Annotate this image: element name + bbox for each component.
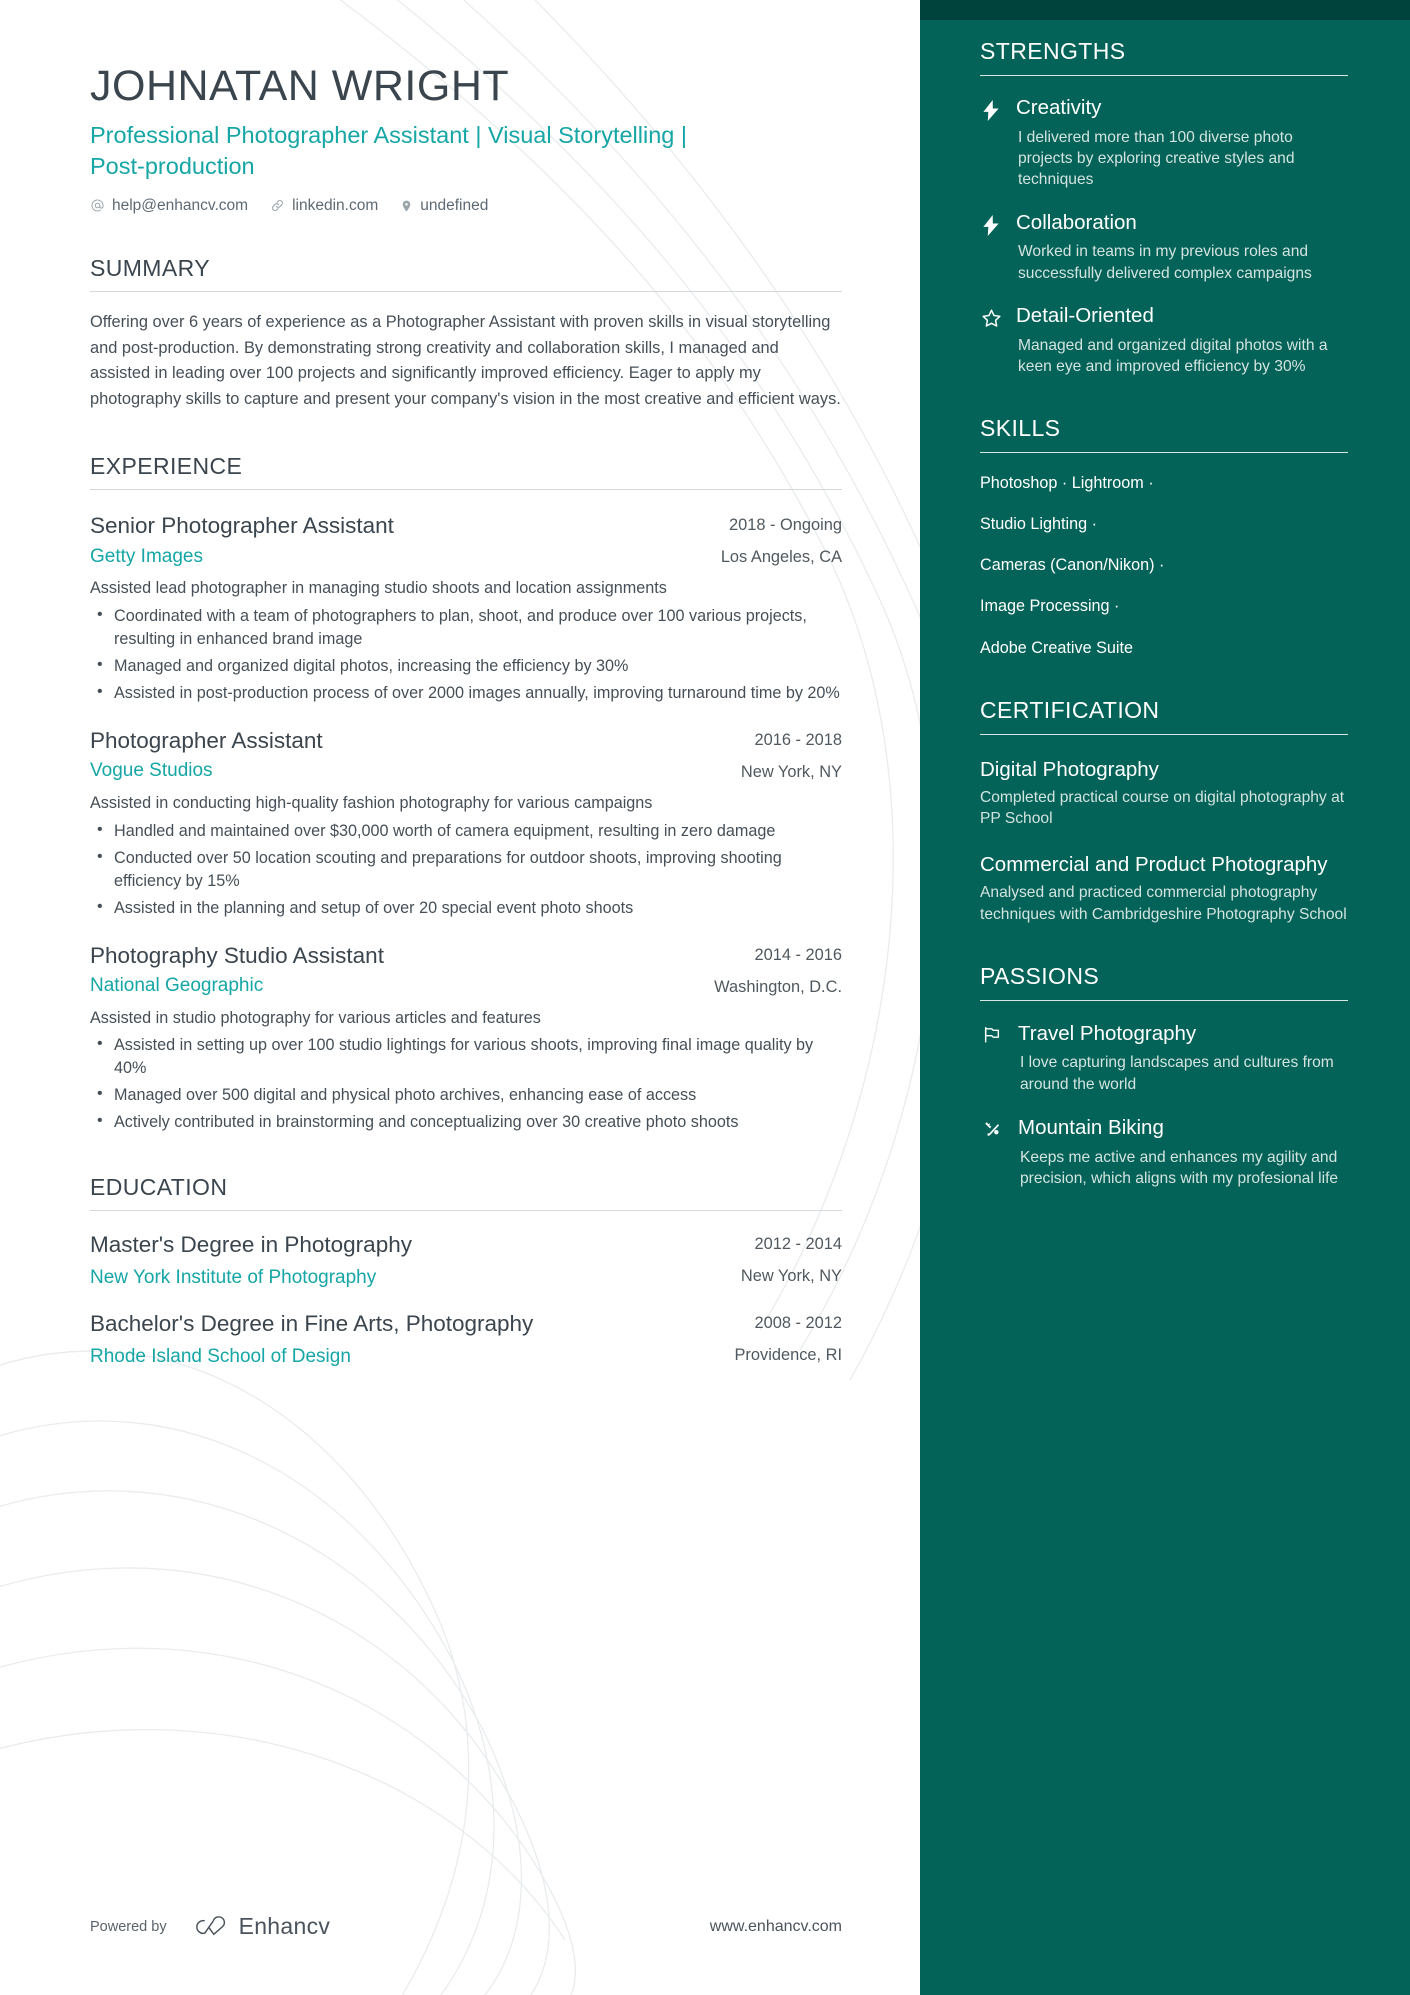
passions-heading: PASSIONS xyxy=(980,962,1100,989)
skill-line: Photoshop · Lightroom · xyxy=(980,474,1154,493)
experience-entry xyxy=(90,727,842,920)
education-divider xyxy=(90,1210,842,1211)
passion-name: Travel Photography xyxy=(1018,1021,1197,1045)
flag-icon xyxy=(980,1022,1004,1045)
education-degree: Master's Degree in Photography xyxy=(90,1232,412,1258)
sidebar-topbar xyxy=(920,0,1410,20)
education-dates: 2012 - 2014 xyxy=(754,1235,842,1254)
powered-by-label: Powered by xyxy=(90,1918,167,1935)
experience-bullets xyxy=(90,820,842,920)
contact-location xyxy=(400,197,488,215)
enhancv-mark-icon xyxy=(187,1915,227,1939)
skill-line: Image Processing · xyxy=(980,597,1120,616)
skills-heading: SKILLS xyxy=(980,415,1061,442)
experience-location: New York, NY xyxy=(740,762,842,781)
skill-line: Studio Lighting · xyxy=(980,515,1097,534)
education-degree: Bachelor's Degree in Fine Arts, Photography xyxy=(90,1311,534,1337)
list-item: • Managed and organized digital photos, increasing the efficiency by 30% xyxy=(90,655,842,678)
experience-role: Photography Studio Assistant xyxy=(90,942,384,968)
education-heading: EDUCATION xyxy=(90,1174,228,1201)
education-school[interactable]: New York Institute of Photography xyxy=(90,1267,377,1289)
experience-heading: EXPERIENCE xyxy=(90,453,243,480)
skills-divider xyxy=(980,452,1348,453)
enhancv-logo xyxy=(187,1913,331,1940)
experience-dates: 2018 - Ongoing xyxy=(729,516,842,535)
education-location: Providence, RI xyxy=(734,1346,842,1365)
certification-heading: CERTIFICATION xyxy=(980,696,1160,723)
link-icon xyxy=(270,198,285,213)
strength-item xyxy=(980,304,1348,377)
enhancv-wordmark: Enhancv xyxy=(238,1913,331,1939)
contact-location-text: undefined xyxy=(420,196,489,214)
contact-list xyxy=(90,197,842,215)
powered-by-block xyxy=(90,1913,330,1940)
experience-company[interactable]: Getty Images xyxy=(90,545,203,567)
experience-entry xyxy=(90,942,842,1135)
passion-item xyxy=(980,1022,1348,1095)
sidebar xyxy=(920,0,1410,1995)
passion-name: Mountain Biking xyxy=(1018,1116,1164,1140)
list-item: • Assisted in setting up over 100 studio lightings for various shoots, improving final image quality by 40% xyxy=(90,1034,842,1080)
strength-description: Managed and organized digital photos with a keen eye and improved efficiency by 30% xyxy=(1018,336,1328,375)
section-passions xyxy=(980,963,1348,1190)
section-education xyxy=(90,1174,842,1369)
strengths-heading: STRENGTHS xyxy=(980,38,1126,64)
list-item: • Coordinated with a team of photographers to plan, shoot, and produce over 100 various projects, resulting in enhanced brand image xyxy=(90,605,842,651)
certification-item xyxy=(980,852,1348,925)
strengths-divider xyxy=(980,75,1348,76)
section-certification xyxy=(980,697,1348,925)
strength-name: Creativity xyxy=(1016,96,1102,119)
experience-location: Los Angeles, CA xyxy=(720,548,842,567)
contact-linkedin-text: linkedin.com xyxy=(292,196,379,214)
contact-linkedin[interactable] xyxy=(270,197,378,215)
certification-name: Digital Photography xyxy=(980,757,1159,781)
headline: Professional Photographer Assistant | Visual Storytelling | Post-production xyxy=(90,122,687,179)
location-pin-icon xyxy=(400,198,413,214)
education-location: New York, NY xyxy=(740,1267,842,1286)
page-footer xyxy=(90,1913,842,1940)
skill-line: Adobe Creative Suite xyxy=(980,638,1133,657)
at-icon xyxy=(90,198,105,213)
experience-dates: 2014 - 2016 xyxy=(754,945,842,964)
education-entry xyxy=(90,1231,842,1290)
experience-divider xyxy=(90,489,842,490)
experience-description: Assisted in conducting high-quality fashion photography for various campaigns xyxy=(90,794,653,813)
lightning-bolt-icon xyxy=(980,96,1002,121)
strength-name: Detail-Oriented xyxy=(1016,303,1154,327)
experience-location: Washington, D.C. xyxy=(714,977,842,996)
experience-bullets xyxy=(90,605,842,705)
strength-item xyxy=(980,96,1348,191)
strength-name: Collaboration xyxy=(1016,210,1137,234)
section-strengths xyxy=(980,38,1348,377)
section-experience xyxy=(90,453,842,1134)
website-url[interactable]: www.enhancv.com xyxy=(709,1917,842,1935)
summary-divider xyxy=(90,291,842,292)
education-school[interactable]: Rhode Island School of Design xyxy=(90,1346,351,1368)
certification-description: Completed practical course on digital photography at PP School xyxy=(980,789,1345,828)
certification-divider xyxy=(980,734,1348,735)
passion-item xyxy=(980,1116,1348,1189)
passions-divider xyxy=(980,1000,1348,1001)
star-outline-icon xyxy=(980,304,1002,329)
lightning-bolt-icon xyxy=(980,211,1002,236)
summary-text: Offering over 6 years of experience as a Photographer Assistant with proven skills in visual storytelling and post-production. By demonstrating strong creativity and collaboration skills, I managed and assisted in leading over 100 projects and significantly improved efficiency. Eager to apply my photography skills to capture and present your company's vision in the most creative and efficient ways. xyxy=(90,312,841,409)
experience-entry xyxy=(90,512,842,705)
education-entry xyxy=(90,1310,842,1369)
list-item: • Managed over 500 digital and physical photo archives, enhancing ease of access xyxy=(90,1084,842,1107)
section-summary xyxy=(90,255,842,414)
section-skills xyxy=(980,415,1348,658)
certification-name: Commercial and Product Photography xyxy=(980,852,1328,876)
contact-email-text: help@enhancv.com xyxy=(112,196,249,214)
certification-item xyxy=(980,757,1348,830)
experience-company[interactable]: National Geographic xyxy=(90,975,264,997)
list-item: • Conducted over 50 location scouting and preparations for outdoor shoots, improving shooting efficiency by 15% xyxy=(90,847,842,893)
bike-icon xyxy=(980,1116,1004,1139)
skill-line: Cameras (Canon/Nikon) · xyxy=(980,556,1165,575)
certification-description: Analysed and practiced commercial photography techniques with Cambridgeshire Photography School xyxy=(980,884,1347,923)
experience-role: Photographer Assistant xyxy=(90,727,323,753)
passion-description: Keeps me active and enhances my agility and precision, which aligns with my profesional life xyxy=(1020,1148,1339,1188)
experience-description: Assisted in studio photography for various articles and features xyxy=(90,1008,541,1027)
passion-description: I love capturing landscapes and cultures from around the world xyxy=(1020,1054,1334,1093)
education-dates: 2008 - 2012 xyxy=(754,1314,842,1333)
list-item: • Assisted in the planning and setup of over 20 special event photo shoots xyxy=(90,897,842,920)
strength-description: Worked in teams in my previous roles and successfully delivered complex campaigns xyxy=(1018,243,1312,282)
list-item: • Handled and maintained over $30,000 worth of camera equipment, resulting in zero damage xyxy=(90,820,842,843)
strength-item xyxy=(980,211,1348,284)
list-item: • Actively contributed in brainstorming and conceptualizing over 30 creative photo shoots xyxy=(90,1111,842,1134)
strength-description: I delivered more than 100 diverse photo projects by exploring creative styles and techniques xyxy=(1018,128,1295,189)
summary-heading: SUMMARY xyxy=(90,254,210,281)
experience-company[interactable]: Vogue Studios xyxy=(90,760,213,782)
experience-dates: 2016 - 2018 xyxy=(754,730,842,749)
page-title: JOHNATAN WRIGHT xyxy=(90,62,510,110)
experience-role: Senior Photographer Assistant xyxy=(90,513,394,539)
experience-bullets xyxy=(90,1034,842,1134)
experience-description: Assisted lead photographer in managing studio shoots and location assignments xyxy=(90,579,667,598)
list-item: • Assisted in post-production process of over 2000 images annually, improving turnaround time by 20% xyxy=(90,682,842,705)
contact-email[interactable] xyxy=(90,197,248,215)
